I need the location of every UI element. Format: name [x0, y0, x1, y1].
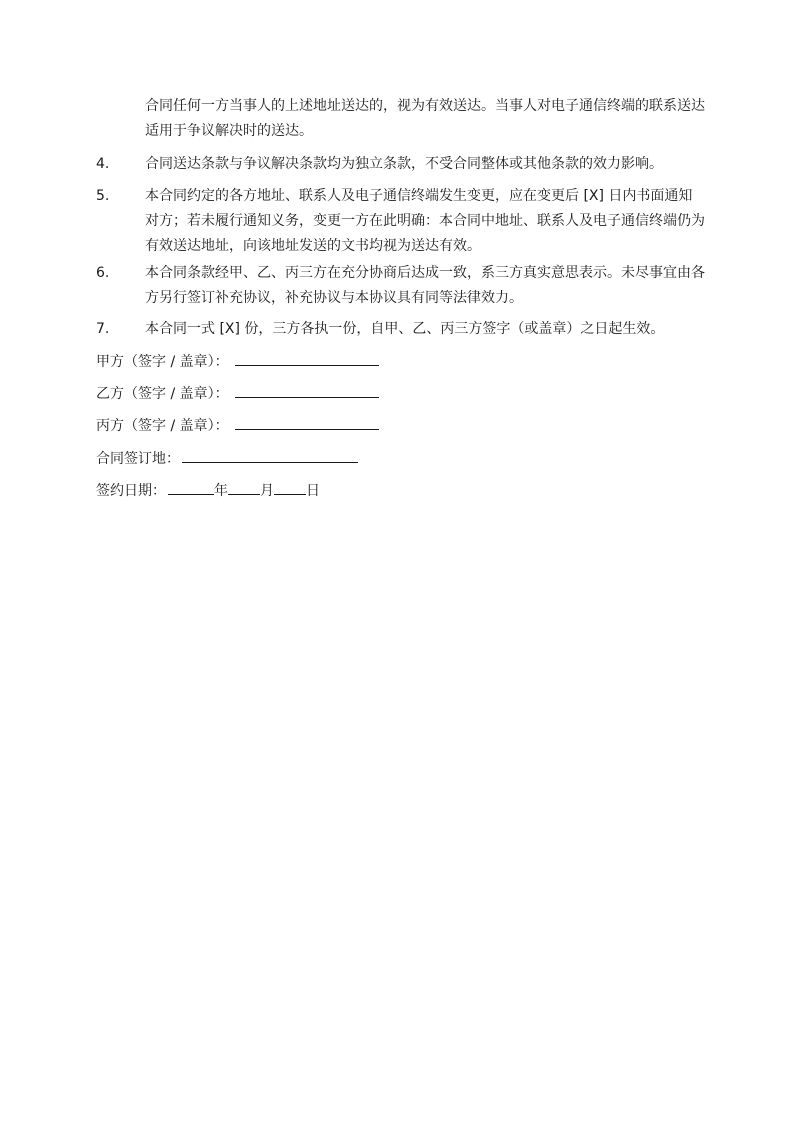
- clause-7: [96, 317, 706, 342]
- party-b-signature-line: [96, 381, 379, 406]
- signing-place-line: [96, 446, 358, 471]
- signing-date-line: [96, 478, 320, 503]
- signing-place-label: 合同签订地：: [96, 451, 180, 467]
- party-b-label: 乙方（签字 / 盖章）：: [96, 386, 229, 402]
- month-label: 月: [260, 483, 274, 499]
- clause-6: [96, 261, 706, 311]
- clause-5: [96, 184, 706, 259]
- clause-number: 6.: [96, 265, 110, 281]
- clause-number: 4.: [96, 156, 110, 172]
- clause-text: 合同送达条款与争议解决条款均为独立条款，不受合同整体或其他条款的效力影响。: [145, 156, 663, 172]
- clause-4: [96, 152, 706, 177]
- signing-place-field[interactable]: [182, 446, 358, 463]
- party-c-signature-field[interactable]: [235, 413, 379, 430]
- party-c-label: 丙方（签字 / 盖章）：: [96, 418, 229, 434]
- year-field[interactable]: [168, 478, 214, 495]
- party-b-signature-field[interactable]: [235, 381, 379, 398]
- party-a-signature-field[interactable]: [235, 349, 379, 366]
- party-a-label: 甲方（签字 / 盖章）：: [96, 354, 229, 370]
- day-field[interactable]: [274, 478, 306, 495]
- clause-number: 7.: [96, 321, 110, 337]
- party-c-signature-line: [96, 413, 379, 438]
- clause-text: 本合同条款经甲、乙、丙三方在充分协商后达成一致，系三方真实意思表示。未尽事宜由各方另行签订补充协议，补充协议与本协议具有同等法律效力。: [145, 265, 705, 306]
- day-label: 日: [306, 483, 320, 499]
- month-field[interactable]: [228, 478, 260, 495]
- year-label: 年: [214, 483, 228, 499]
- continuation-paragraph: 合同任何一方当事人的上述地址送达的，视为有效送达。当事人对电子通信终端的联系送达适用于争议解决时的送达。: [145, 98, 705, 139]
- party-a-signature-line: [96, 349, 379, 374]
- clause-text: 本合同约定的各方地址、联系人及电子通信终端发生变更，应在变更后 [X] 日内书面通知对方；若未履行通知义务，变更一方在此明确：本合同中地址、联系人及电子通信终端仍为有效送达地址，向该地址发送的文书均视为送达有效。: [145, 188, 705, 254]
- signing-date-label: 签约日期：: [96, 483, 166, 499]
- clause-number: 5.: [96, 188, 110, 204]
- clause-text: 本合同一式 [X] 份，三方各执一份，自甲、乙、丙三方签字（或盖章）之日起生效。: [145, 321, 665, 337]
